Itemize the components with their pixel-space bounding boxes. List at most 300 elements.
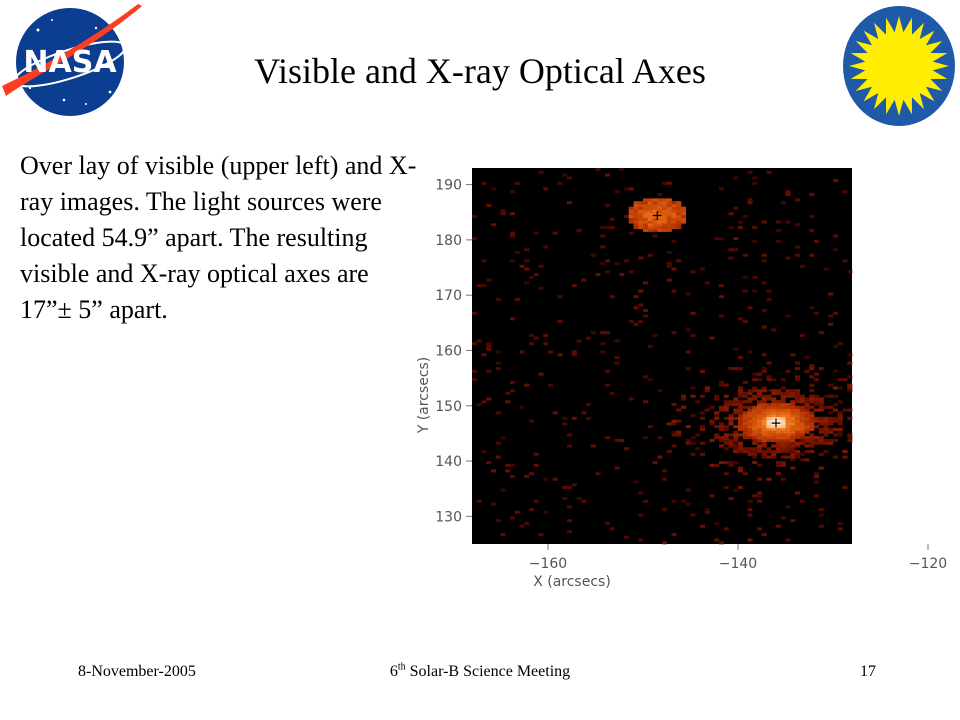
heatmap-cell — [776, 409, 781, 412]
heatmap-cell — [767, 447, 772, 450]
heatmap-cell — [691, 312, 696, 315]
heatmap-cell — [738, 400, 743, 403]
heatmap-cell — [553, 232, 558, 235]
heatmap-cell — [676, 433, 681, 436]
heatmap-cell — [805, 439, 810, 442]
heatmap-cell — [809, 395, 814, 398]
heatmap-cell — [776, 433, 781, 436]
heatmap-cell — [733, 176, 738, 179]
heatmap-cell — [786, 417, 791, 420]
heatmap-cell — [828, 422, 833, 425]
heatmap-cell — [786, 444, 791, 447]
heatmap-cell — [776, 400, 781, 403]
heatmap-cell — [733, 417, 738, 420]
heatmap-cell — [515, 251, 520, 254]
heatmap-cell — [847, 362, 852, 365]
heatmap-cell — [805, 414, 810, 417]
heatmap-cell — [558, 353, 563, 356]
heatmap-cell — [629, 320, 634, 323]
heatmap-cell — [762, 389, 767, 392]
heatmap-cell — [781, 436, 786, 439]
heatmap-cell — [634, 201, 639, 204]
heatmap-cell — [529, 508, 534, 511]
heatmap-cell — [781, 411, 786, 414]
heatmap-cell — [809, 306, 814, 309]
heatmap-cell — [752, 420, 757, 423]
heatmap-cell — [719, 439, 724, 442]
heatmap-cell — [847, 436, 852, 439]
heatmap-cell — [805, 406, 810, 409]
heatmap-cell — [757, 431, 762, 434]
heatmap-cell — [672, 218, 677, 221]
heatmap-cell — [743, 400, 748, 403]
heatmap-cell — [624, 447, 629, 450]
heatmap-cell — [667, 223, 672, 226]
heatmap-cell — [743, 417, 748, 420]
heatmap-cell — [729, 444, 734, 447]
heatmap-cell — [800, 409, 805, 412]
heatmap-cell — [790, 436, 795, 439]
heatmap-cell — [748, 306, 753, 309]
heatmap-cell — [719, 422, 724, 425]
heatmap-cell — [610, 527, 615, 530]
heatmap-cell — [781, 406, 786, 409]
heatmap-cell — [828, 292, 833, 295]
heatmap-cell — [482, 182, 487, 185]
heatmap-cell — [771, 403, 776, 406]
heatmap-cell — [524, 522, 529, 525]
heatmap-cell — [752, 439, 757, 442]
heatmap-cell — [691, 414, 696, 417]
heatmap-cell — [719, 384, 724, 387]
heatmap-cell — [529, 334, 534, 337]
heatmap-cell — [847, 439, 852, 442]
heatmap-cell — [653, 201, 658, 204]
heatmap-cell — [805, 425, 810, 428]
heatmap-cell — [748, 414, 753, 417]
heatmap-cell — [634, 209, 639, 212]
heatmap-cell — [824, 431, 829, 434]
heatmap-cell — [767, 375, 772, 378]
heatmap-cell — [828, 395, 833, 398]
heatmap-cell — [790, 450, 795, 453]
heatmap-cell — [809, 229, 814, 232]
heatmap-cell — [686, 328, 691, 331]
heatmap-cell — [738, 367, 743, 370]
heatmap-cell — [814, 439, 819, 442]
heatmap-cell — [786, 221, 791, 224]
heatmap-cell — [809, 215, 814, 218]
heatmap-cell — [762, 431, 767, 434]
heatmap-cell — [752, 450, 757, 453]
heatmap-cell — [662, 226, 667, 229]
heatmap-cell — [719, 381, 724, 384]
heatmap-cell — [748, 428, 753, 431]
heatmap-cell — [752, 411, 757, 414]
heatmap-cell — [648, 226, 653, 229]
heatmap-cell — [482, 284, 487, 287]
heatmap-cell — [833, 417, 838, 420]
heatmap-cell — [600, 245, 605, 248]
heatmap-cell — [738, 414, 743, 417]
heatmap-cell — [667, 201, 672, 204]
heatmap-cell — [676, 215, 681, 218]
heatmap-cell — [672, 431, 677, 434]
heatmap-cell — [733, 431, 738, 434]
heatmap-cell — [724, 461, 729, 464]
heatmap-cell — [738, 389, 743, 392]
heatmap-cell — [714, 538, 719, 541]
heatmap-cell — [833, 179, 838, 182]
heatmap-cell — [828, 431, 833, 434]
heatmap-cell — [634, 218, 639, 221]
heatmap-cell — [624, 187, 629, 190]
heatmap-cell — [719, 425, 724, 428]
heatmap-cell — [819, 400, 824, 403]
heatmap-cell — [719, 436, 724, 439]
heatmap-cell — [738, 409, 743, 412]
heatmap-cell — [757, 436, 762, 439]
x-axis-label: X (arcsecs) — [533, 574, 611, 590]
heatmap-cell — [638, 514, 643, 517]
heatmap-cell — [800, 265, 805, 268]
heatmap-cell — [605, 370, 610, 373]
heatmap-cell — [733, 436, 738, 439]
heatmap-cell — [786, 411, 791, 414]
heatmap-cell — [724, 472, 729, 475]
heatmap-cell — [809, 428, 814, 431]
y-axis-label: Y (arcsecs) — [416, 356, 432, 434]
heatmap-cell — [733, 367, 738, 370]
heatmap-cell — [719, 187, 724, 190]
heatmap-cell — [771, 409, 776, 412]
heatmap-cell — [800, 422, 805, 425]
heatmap-cell — [686, 439, 691, 442]
heatmap-cell — [491, 223, 496, 226]
heatmap-cell — [748, 392, 753, 395]
y-tick-label: 190 — [435, 177, 462, 194]
heatmap-cell — [757, 447, 762, 450]
heatmap-cell — [567, 505, 572, 508]
heatmap-cell — [643, 436, 648, 439]
heatmap-cell — [795, 400, 800, 403]
heatmap-cell — [657, 193, 662, 196]
heatmap-cell — [762, 400, 767, 403]
heatmap-cell — [472, 378, 477, 381]
heatmap-cell — [790, 431, 795, 434]
heatmap-cell — [752, 373, 757, 376]
heatmap-cell — [790, 453, 795, 456]
heatmap-cell — [743, 215, 748, 218]
heatmap-cell — [833, 433, 838, 436]
heatmap-cell — [648, 254, 653, 257]
heatmap-cell — [719, 409, 724, 412]
heatmap-cell — [805, 370, 810, 373]
heatmap-cell — [667, 198, 672, 201]
heatmap-cell — [800, 395, 805, 398]
heatmap-cell — [482, 450, 487, 453]
heatmap-cell — [743, 436, 748, 439]
heatmap-cell — [833, 409, 838, 412]
heatmap-cell — [790, 411, 795, 414]
heatmap-cell — [733, 433, 738, 436]
heatmap-cell — [724, 425, 729, 428]
heatmap-cell — [790, 422, 795, 425]
heatmap-cell — [605, 436, 610, 439]
heatmap-cell — [719, 428, 724, 431]
heatmap-cell — [828, 384, 833, 387]
heatmap-cell — [719, 406, 724, 409]
heatmap-cell — [676, 218, 681, 221]
heatmap-cell — [662, 204, 667, 207]
heatmap-cell — [738, 420, 743, 423]
heatmap-cell — [762, 367, 767, 370]
heatmap-cell — [748, 436, 753, 439]
heatmap-cell — [757, 500, 762, 503]
heatmap-cell — [648, 378, 653, 381]
heatmap-cell — [629, 212, 634, 215]
heatmap-cell — [619, 273, 624, 276]
heatmap-cell — [543, 478, 548, 481]
heatmap-cell — [638, 201, 643, 204]
heatmap-cell — [824, 417, 829, 420]
heatmap-cell — [724, 384, 729, 387]
x-tick-label: −140 — [718, 556, 758, 572]
source-marker: + — [770, 415, 782, 432]
heatmap-cell — [819, 409, 824, 412]
heatmap-cell — [809, 417, 814, 420]
heatmap-cell — [733, 248, 738, 251]
heatmap-cell — [757, 428, 762, 431]
heatmap-cell — [838, 411, 843, 414]
heatmap-cell — [534, 500, 539, 503]
heatmap-cell — [672, 240, 677, 243]
heatmap-cell — [814, 400, 819, 403]
heatmap-cell — [567, 519, 572, 522]
heatmap-cell — [790, 400, 795, 403]
heatmap-cell — [672, 290, 677, 293]
heatmap-cell — [738, 417, 743, 420]
heatmap-cell — [700, 453, 705, 456]
heatmap-cell — [786, 370, 791, 373]
heatmap-cell — [809, 442, 814, 445]
heatmap-cell — [833, 345, 838, 348]
heatmap-cell — [524, 248, 529, 251]
heatmap-cell — [691, 453, 696, 456]
heatmap-cell — [733, 409, 738, 412]
heatmap-cell — [710, 337, 715, 340]
heatmap-cell — [833, 428, 838, 431]
heatmap-cell — [743, 420, 748, 423]
heatmap-cell — [672, 268, 677, 271]
heatmap-cell — [795, 245, 800, 248]
heatmap-cell — [800, 417, 805, 420]
heatmap-cell — [757, 439, 762, 442]
heatmap-cell — [762, 422, 767, 425]
heatmap-cell — [752, 442, 757, 445]
heatmap-cell — [752, 461, 757, 464]
heatmap-cell — [828, 411, 833, 414]
heatmap-cell — [605, 174, 610, 177]
heatmap-cell — [624, 259, 629, 262]
heatmap-cell — [800, 500, 805, 503]
heatmap-cell — [662, 198, 667, 201]
heatmap-cell — [710, 464, 715, 467]
heatmap-cell — [729, 420, 734, 423]
heatmap-cell — [795, 362, 800, 365]
heatmap-cell — [491, 469, 496, 472]
heatmap-cell — [786, 425, 791, 428]
heatmap-cell — [491, 187, 496, 190]
heatmap-cell — [805, 397, 810, 400]
heatmap-cell — [762, 439, 767, 442]
heatmap-cell — [724, 406, 729, 409]
heatmap-cell — [477, 339, 482, 342]
heatmap-cell — [676, 259, 681, 262]
heatmap-cell — [729, 400, 734, 403]
heatmap-cell — [676, 209, 681, 212]
heatmap-cell — [762, 428, 767, 431]
heatmap-cell — [586, 337, 591, 340]
heatmap-cell — [752, 395, 757, 398]
heatmap-cell — [681, 397, 686, 400]
heatmap-cell — [676, 221, 681, 224]
heatmap-cell — [781, 395, 786, 398]
heatmap-cell — [629, 232, 634, 235]
heatmap-cell — [543, 334, 548, 337]
heatmap-cell — [738, 467, 743, 470]
heatmap-cell — [667, 226, 672, 229]
heatmap-cell — [534, 453, 539, 456]
heatmap-cell — [714, 397, 719, 400]
heatmap-cell — [786, 442, 791, 445]
heatmap-cell — [733, 425, 738, 428]
heatmap-cell — [824, 442, 829, 445]
heatmap-cell — [762, 309, 767, 312]
heatmap-cell — [847, 270, 852, 273]
source-marker: + — [651, 208, 664, 224]
heatmap-cell — [596, 472, 601, 475]
heatmap-cell — [714, 522, 719, 525]
heatmap-cell — [748, 409, 753, 412]
heatmap-cell — [762, 444, 767, 447]
heatmap-cell — [733, 348, 738, 351]
heatmap-cell — [472, 237, 477, 240]
heatmap-cell — [558, 320, 563, 323]
heatmap-cell — [662, 469, 667, 472]
heatmap-cell — [676, 223, 681, 226]
heatmap-cell — [719, 461, 724, 464]
sun-logo-icon — [840, 4, 958, 128]
heatmap-cell — [738, 317, 743, 320]
heatmap-cell — [710, 439, 715, 442]
heatmap-cell — [605, 522, 610, 525]
heatmap-cell — [795, 392, 800, 395]
nasa-meatball-logo-icon — [0, 0, 144, 118]
heatmap-cell — [562, 497, 567, 500]
heatmap-cell — [781, 403, 786, 406]
heatmap-cell — [615, 356, 620, 359]
heatmap-cell — [786, 420, 791, 423]
heatmap-cell — [729, 439, 734, 442]
heatmap-cell — [752, 453, 757, 456]
heatmap-cell — [496, 367, 501, 370]
heatmap-cell — [705, 508, 710, 511]
heatmap-cell — [505, 400, 510, 403]
heatmap-cell — [790, 409, 795, 412]
heatmap-cell — [748, 500, 753, 503]
heatmap-cell — [634, 212, 639, 215]
heatmap-cell — [786, 414, 791, 417]
heatmap-cell — [710, 494, 715, 497]
heatmap-cell — [790, 403, 795, 406]
heatmap-cell — [795, 442, 800, 445]
heatmap-cell — [790, 353, 795, 356]
heatmap-cell — [610, 392, 615, 395]
heatmap-cell — [824, 439, 829, 442]
heatmap-cell — [729, 256, 734, 259]
heatmap-cell — [619, 168, 624, 171]
heatmap-cell — [743, 422, 748, 425]
heatmap-cell — [572, 284, 577, 287]
heatmap-cell — [729, 461, 734, 464]
heatmap-cell — [824, 268, 829, 271]
heatmap-cell — [653, 334, 658, 337]
heatmap-cell — [828, 406, 833, 409]
heatmap-cell — [729, 226, 734, 229]
heatmap-cell — [795, 198, 800, 201]
heatmap-cell — [695, 447, 700, 450]
heatmap-cell — [543, 245, 548, 248]
heatmap-cell — [757, 409, 762, 412]
heatmap-cell — [833, 395, 838, 398]
heatmap-cell — [776, 392, 781, 395]
heatmap-cell — [795, 456, 800, 459]
heatmap-cell — [524, 281, 529, 284]
heatmap-cell — [781, 456, 786, 459]
heatmap-cell — [767, 409, 772, 412]
heatmap-cell — [719, 541, 724, 544]
heatmap-cell — [743, 381, 748, 384]
heatmap-cell — [824, 428, 829, 431]
heatmap-cell — [496, 442, 501, 445]
heatmap-cell — [786, 439, 791, 442]
heatmap-cell — [648, 201, 653, 204]
heatmap-cell — [762, 411, 767, 414]
heatmap-cell — [672, 221, 677, 224]
heatmap-cell — [795, 431, 800, 434]
heatmap-cell — [838, 422, 843, 425]
heatmap-cell — [786, 256, 791, 259]
slide-title: Visible and X-ray Optical Axes — [254, 51, 706, 91]
heatmap-cell — [757, 422, 762, 425]
heatmap-cell — [805, 450, 810, 453]
heatmap-cell — [824, 395, 829, 398]
heatmap-cell — [738, 450, 743, 453]
heatmap-cell — [681, 209, 686, 212]
heatmap-cell — [781, 392, 786, 395]
heatmap-cell — [814, 436, 819, 439]
heatmap-cell — [795, 422, 800, 425]
heatmap-cell — [553, 411, 558, 414]
heatmap-cell — [672, 212, 677, 215]
y-tick-label: 170 — [435, 288, 462, 305]
heatmap-cell — [577, 497, 582, 500]
heatmap-cell — [558, 295, 563, 298]
heatmap-cell — [767, 378, 772, 381]
heatmap-cell — [729, 367, 734, 370]
heatmap-cell — [700, 268, 705, 271]
